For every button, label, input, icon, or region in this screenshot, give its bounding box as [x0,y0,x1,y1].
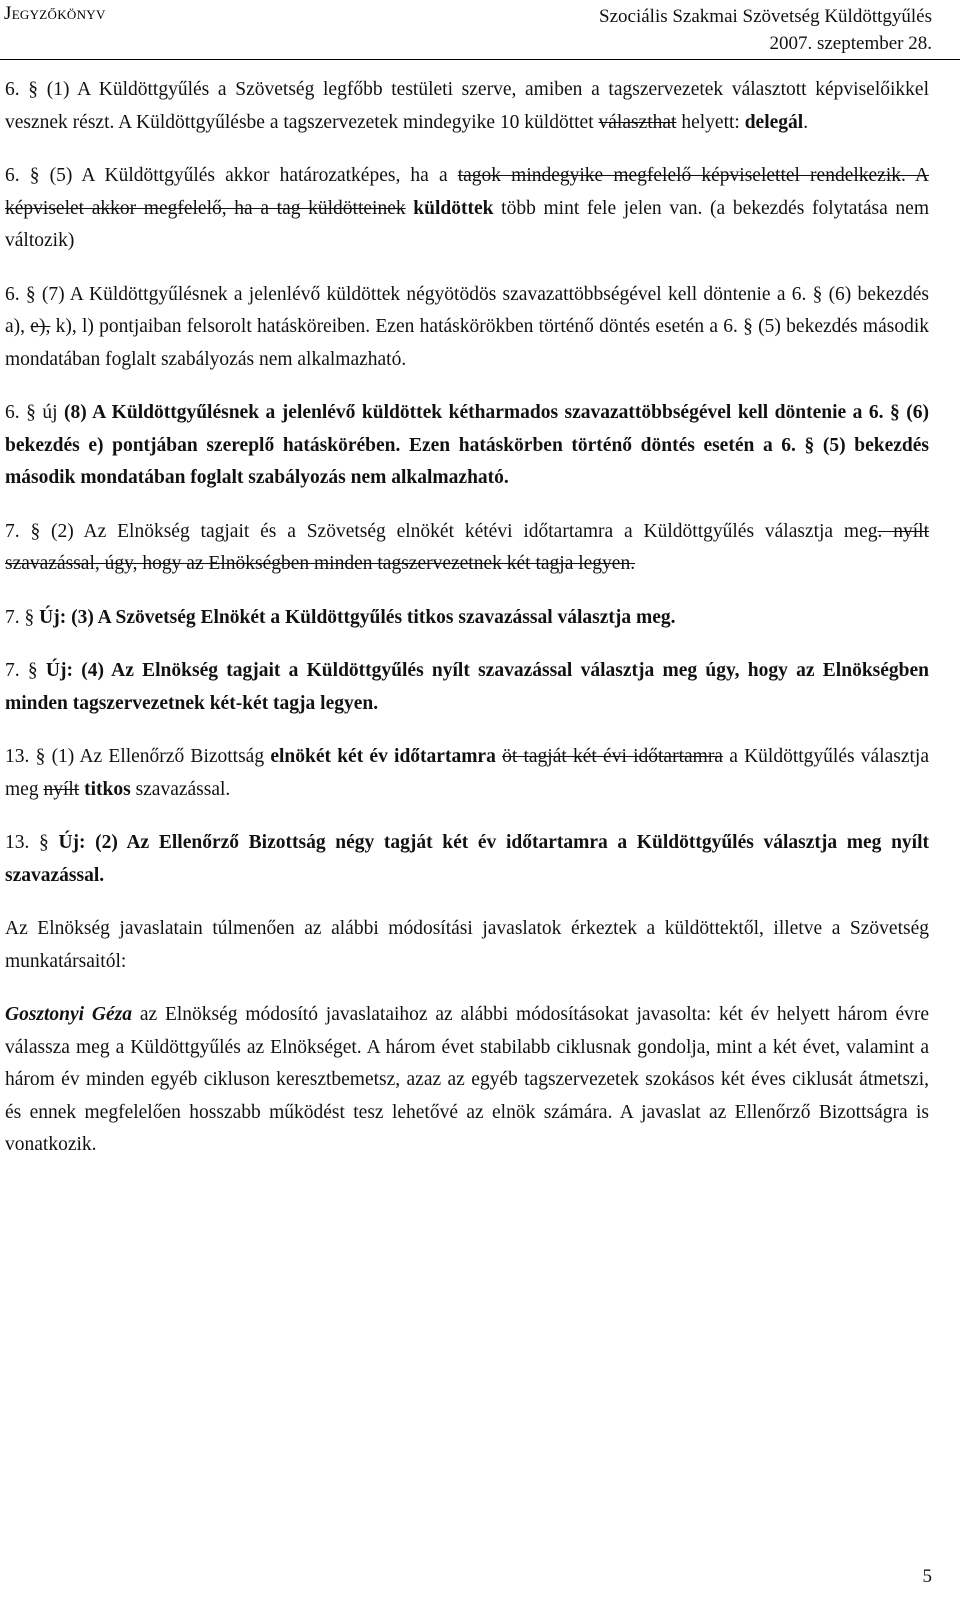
deleted-text: öt tagját két évi időtartamra [502,746,723,767]
paragraph-6-5 [5,160,929,258]
document-type-label: Jegyzőkönyv [4,3,106,24]
inserted-text: delegál [744,111,804,133]
paragraph-6-8-new [5,397,929,495]
text-run: 6. § (7) A Küldöttgyűlésnek a jelenlévő küldöttek négyötödös szavazattöbbségével kell döntenie a 6. § (6) bekezdés a), [5,283,929,337]
organization-event-title: Szociális Szakmai Szövetség Küldöttgyűlés [599,6,932,27]
paragraph-6-7 [5,279,929,377]
text-run: 7. § [5,660,46,681]
text-run: 6. § (1) A Küldöttgyűlés a Szövetség legfőbb testületi szerve, amiben a tagszervezetek választott képviselőikkel vesznek részt. A Küldöttgyűlésbe a tagszervezetek mindegyike 10 küldöttet [5,79,929,133]
paragraph-proposals-intro [5,913,929,978]
paragraph-13-1 [5,741,929,806]
paragraph-6-1 [5,74,929,139]
paragraph-7-3-new [5,602,929,635]
header-divider [0,59,960,60]
deleted-text: tagok mindegyike megfelelő képviselettel rendelkezik. A képviselet akkor megfelelő, ha a tag küldötteinek [5,165,929,219]
deleted-text: választhat [598,111,677,133]
inserted-text: (8) A Küldöttgyűlésnek a jelenlévő küldöttek kétharmados szavazattöbbségével kell döntenie a 6. § (6) bekezdés e) pontjában szereplő hatáskörében. Ezen hatáskörben történő döntés esetén a 6. § (5) bekezdés második mondatában foglalt szabályozás nem alkalmazható. [5,402,929,488]
text-run: 6. § új [5,402,65,423]
text-run: 13. § (1) Az Ellenőrző Bizottság [5,746,271,767]
deleted-text: . nyílt szavazással, úgy, hogy az Elnökségben minden tagszervezetnek két tagja legyen. [5,520,929,574]
document-body [5,74,929,1183]
paragraph-gosztonyi-proposal [5,999,929,1162]
inserted-text: titkos [84,778,131,800]
text-run: Az Elnökség javaslatain túlmenően az alábbi módosítási javaslatok érkeztek a küldöttektől, illetve a Szövetség munkatársaitól: [5,918,929,972]
deleted-text: nyílt [43,778,80,800]
inserted-text: Új: (4) Az Elnökség tagjait a Küldöttgyűlés nyílt szavazással választja meg úgy, hogy az Elnökségben minden tagszervezetnek két-két tagja legyen. [5,660,930,714]
paragraph-7-2 [5,516,929,581]
text-run: 13. § [5,832,59,853]
paragraph-13-2-new [5,827,929,892]
event-date: 2007. szeptember 28. [769,33,932,54]
inserted-text: elnökét két év időtartamra [270,746,496,767]
inserted-text: Új: (2) Az Ellenőrző Bizottság négy tagját két év időtartamra a Küldöttgyűlés választja meg nyílt szavazással. [5,832,930,886]
text-run: az Elnökség módosító javaslataihoz az alábbi módosításokat javasolta: két év helyett három évre válassza meg a Küldöttgyűlés az Elnökséget. A három évet stabilabb ciklusnak gondolja, mint a két évet, valamint a három év minden egyéb cikluson keresztbemetsz, azaz az egyéb tagszervezetek szokásos két éves ciklusát átmetszi, és ennek megfelelően hosszabb működést tesz lehetővé az elnök számára. A javaslat az Ellenőrző Bizottságra is vonatkozik. [5,1004,929,1155]
header-meta [599,3,932,57]
inserted-text: küldöttek [413,197,494,219]
text-run: a Küldöttgyűlés választja meg [5,746,929,800]
text-run: 7. § (2) Az Elnökség tagjait és a Szövetség elnökét kétévi időtartamra a Küldöttgyűlés választja meg [5,520,878,542]
deleted-text: e), [30,316,51,337]
proposer-name: Gosztonyi Géza [5,1004,132,1025]
page-header [0,0,960,62]
text-run: szavazással. [130,778,231,800]
text-run: 6. § (5) A Küldöttgyűlés akkor határozatképes, ha a [5,165,458,186]
text-run: k), l) pontjaiban felsorolt hatásköreiben. Ezen hatáskörökben történő döntés esetén a 6. § (5) bekezdés második mondatában foglalt szabályozás nem alkalmazható. [5,316,929,370]
paragraph-7-4-new [5,655,929,720]
page-number: 5 [922,1566,932,1587]
text-run: 7. § [5,606,40,628]
text-run: helyett: [676,111,745,133]
inserted-text: Új: (3) A Szövetség Elnökét a Küldöttgyűlés titkos szavazással választja meg. [39,606,676,628]
text-run: több mint fele jelen van. (a bekezdés folytatása nem változik) [5,197,929,251]
text-run: . [803,111,809,133]
